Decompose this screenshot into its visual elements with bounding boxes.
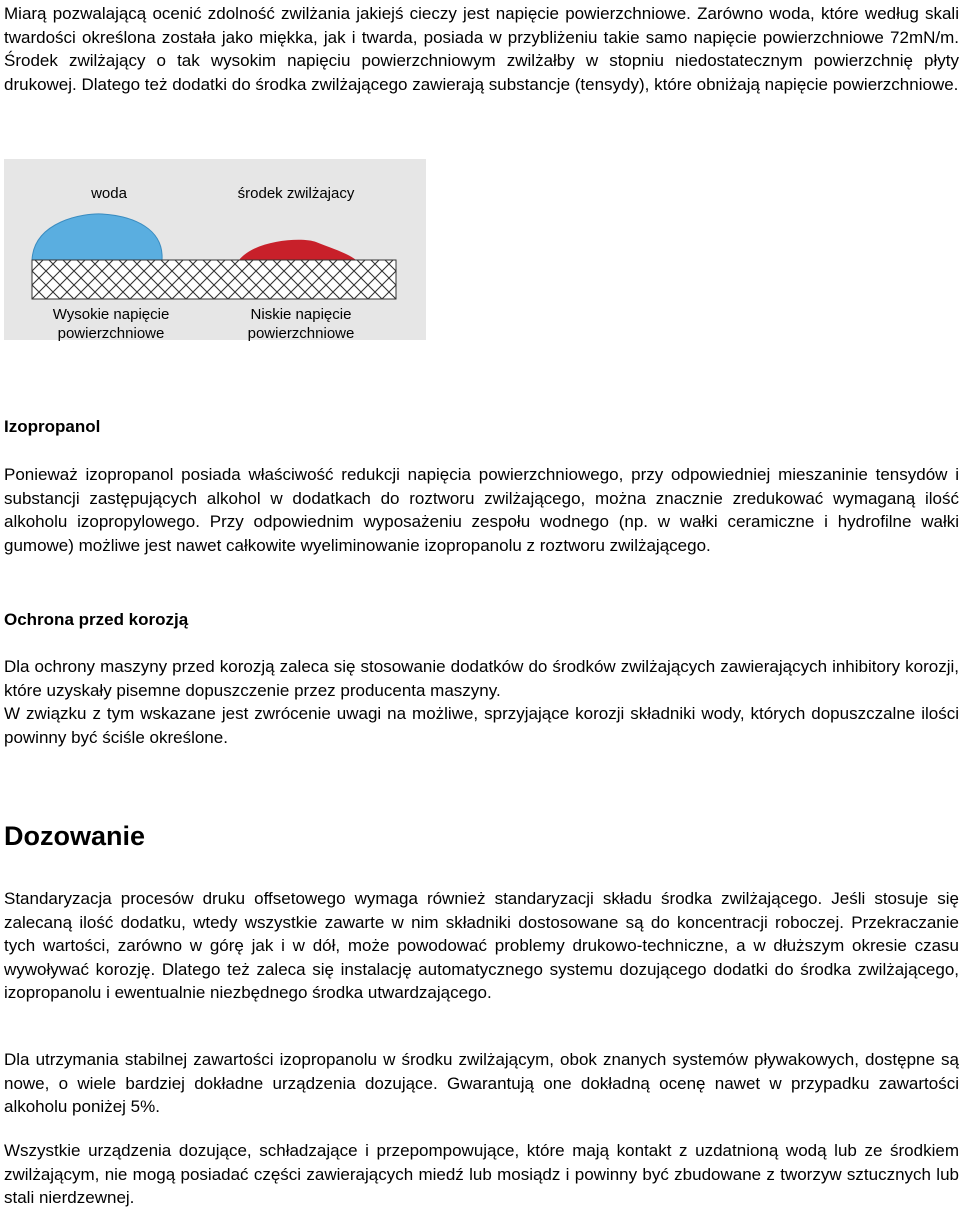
wetting-agent-drop xyxy=(239,240,356,260)
corrosion-paragraph-1: Dla ochrony maszyny przed korozją zaleca się stosowanie dodatków do środków zwilżających zawierających inhibitory korozji, które uzyskały pisemne dopuszczenie przez producenta maszyny. xyxy=(4,657,959,700)
high-tension-caption-line1: Wysokie napięcie xyxy=(52,306,170,323)
high-tension-caption-line2: powierzchniowe xyxy=(57,325,165,342)
water-label: woda xyxy=(91,185,127,202)
corrosion-heading: Ochrona przed korozją xyxy=(4,610,189,629)
dosing-paragraph-1: Standaryzacja procesów druku offsetowego wymaga również standaryzacji składu środka zwilżającego. Jeśli stosuje się zalecaną ilość dodatku, wtedy wszystkie zawarte w nim składniki dostosowane są do koncentracji roboczej. Przekraczanie tych wartości, zarówno w górę jak i w dół, może powodować problemy drukowo-techniczne, a w dłuższym okresie czasu wywoływać korozję. Dlatego też zaleca się instalację automatycznego systemu dozującego dodatki do środka zwilżającego, izopropanolu i ewentualnie niezbędnego środka utwardzającego. xyxy=(4,889,959,1003)
dosing-paragraph-2: Dla utrzymania stabilnej zawartości izopropanolu w środku zwilżającym, obok znanych systemów pływakowych, dostępne są nowe, o wiele bardziej dokładne urządzenia dozujące. Gwarantują one dokładną ocenę nawet w przypadku zawartości alkoholu poniżej 5%. xyxy=(4,1050,959,1117)
water-drop xyxy=(32,214,162,260)
surface-tension-diagram xyxy=(4,159,426,340)
isopropanol-paragraph: Ponieważ izopropanol posiada właściwość redukcji napięcia powierzchniowego, przy odpowiedniej mieszaninie tensydów i substancji zastępujących alkohol w dodatkach do roztworu zwilżającego, można znacznie zredukować wymaganą ilość alkoholu izopropylowego. Przy odpowiednim wyposażeniu zespołu wodnego (np. w wałki ceramiczne i hydrofilne wałki gumowe) możliwe jest nawet całkowite wyeliminowanie izopropanolu z roztworu zwilżającego. xyxy=(4,465,959,555)
low-tension-caption-line2: powierzchniowe xyxy=(247,325,355,342)
dosing-heading: Dozowanie xyxy=(4,821,146,851)
low-tension-caption-line1: Niskie napięcie xyxy=(250,306,352,323)
wetting-agent-label: środek zwilżajacy xyxy=(237,185,355,202)
intro-paragraph: Miarą pozwalającą ocenić zdolność zwilżania jakiejś cieczy jest napięcie powierzchniowe. Zarówno woda, które według skali twardości określona została jako miękka, jak i twarda, posiada w przybliżeniu takie samo napięcie powierzchniowe 72mN/m. Środek zwilżający o tak wysokim napięciu powierzchniowym zwilżałby w stopniu niedostatecznym powierzchnię płyty drukowej. Dlatego też dodatki do środka zwilżającego zawierają substancje (tensydy), które obniżają napięcie powierzchniowe. xyxy=(4,4,959,94)
corrosion-paragraph-2: W związku z tym wskazane jest zwrócenie uwagi na możliwe, sprzyjające korozji składniki wody, których dopuszczalne ilości powinny być ściśle określone. xyxy=(4,704,959,747)
dosing-paragraph-3: Wszystkie urządzenia dozujące, schładzające i przepompowujące, które mają kontakt z uzdatnioną wodą lub ze środkiem zwilżającym, nie mogą posiadać części zawierających miedź lub mosiądz i powinny być zbudowane z tworzyw sztucznych lub stali nierdzewnej. xyxy=(4,1141,959,1208)
plate-surface xyxy=(32,260,396,299)
isopropanol-heading: Izopropanol xyxy=(4,417,101,436)
